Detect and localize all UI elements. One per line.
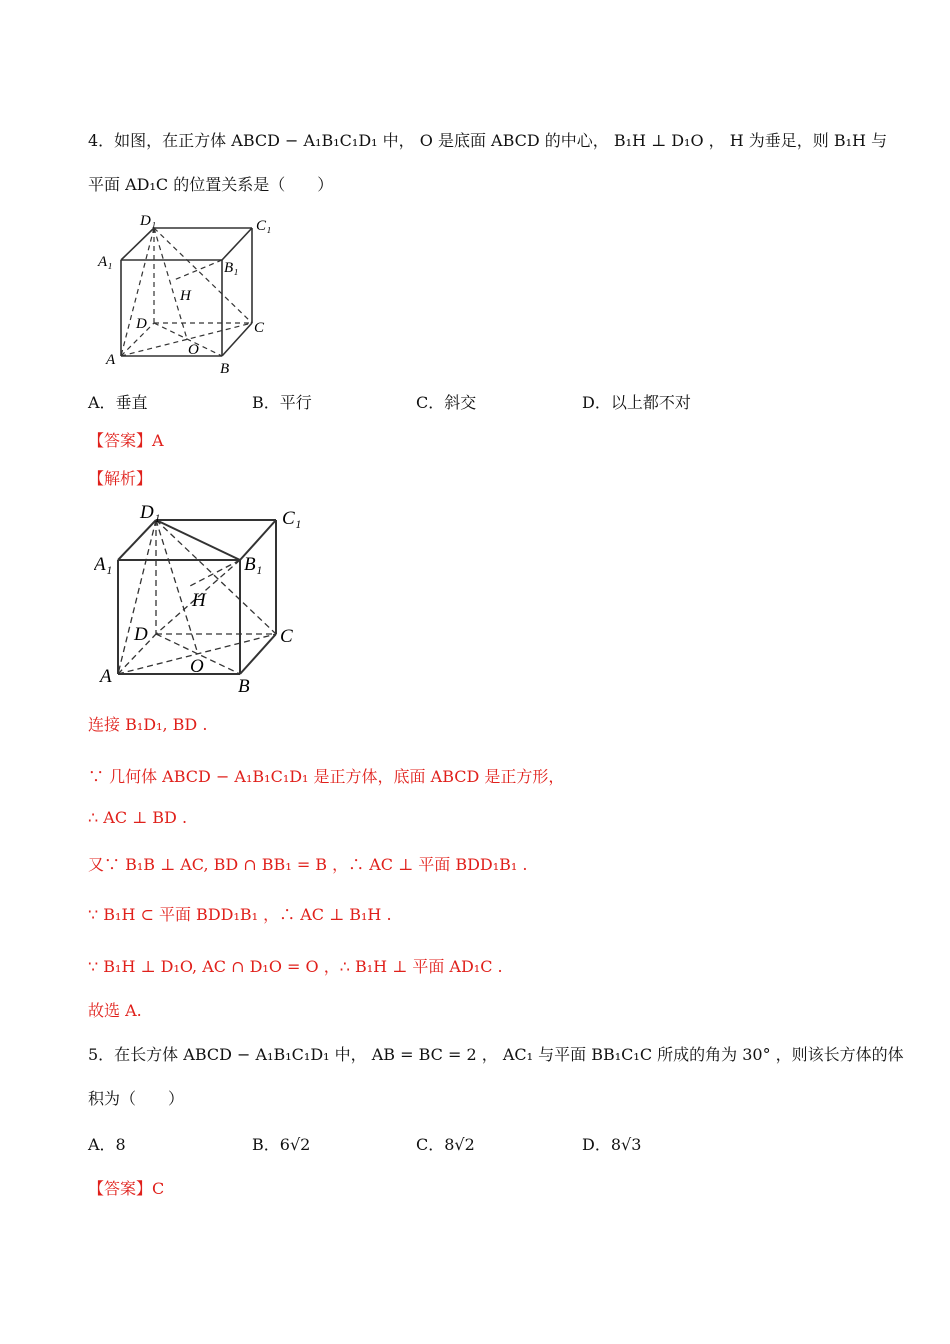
label-A1: A₁ [98,254,113,270]
label-B: B [238,676,250,694]
label-O: O [188,342,199,358]
label-H: H [192,590,206,611]
q4-step-7: 故选 A. [88,1001,142,1020]
label-B1: B₁ [244,554,263,575]
label-A: A [100,666,112,687]
q4-analysis-label: 【解析】 [88,469,153,488]
q4-option-a: A．垂直 [88,393,148,412]
label-C: C [254,320,265,336]
q4-answer: 【答案】A [88,431,164,450]
label-C1: C₁ [282,508,302,529]
q4-step-1: 连接 B₁D₁, BD . [88,715,208,734]
q5-option-a: A．8 [88,1135,126,1154]
label-D: D [136,316,147,332]
label-O: O [190,656,204,677]
label-D1: D₁ [140,213,157,229]
q4-step-2: ∵ 几何体 ABCD − A₁B₁C₁D₁ 是正方体，底面 ABCD 是正方形， [88,767,565,786]
q4-step-6: ∵ B₁H ⊥ D₁O, AC ∩ D₁O = O ，∴ B₁H ⊥ 平面 AD₁C . [88,957,503,976]
label-B: B [220,361,230,376]
q5-stem-line1: 5．在长方体 ABCD − A₁B₁C₁D₁ 中， AB = BC = 2 ， AC₁ 与平面 BB₁C₁C 所成的角为 30° ，则该长方体的体 [88,1045,904,1064]
q4-step-3: ∴ AC ⊥ BD . [88,808,188,827]
q5-option-d: D．8√3 [582,1135,642,1154]
q4-figure-analysis [94,498,314,694]
q5-answer: 【答案】C [88,1179,165,1198]
q4-option-b: B．平行 [252,393,312,412]
q5-option-c: C．8√2 [416,1135,475,1154]
label-C1: C₁ [256,218,272,234]
q4-figure-small [94,208,294,376]
q4-step-5: ∵ B₁H ⊂ 平面 BDD₁B₁ ，∴ AC ⊥ B₁H . [88,905,392,924]
label-D1: D₁ [140,502,161,523]
label-D: D [134,624,148,645]
label-C: C [280,626,293,647]
label-B1: B₁ [224,260,239,276]
q4-option-c: C．斜交 [416,393,477,412]
q5-stem-line2: 积为（ ） [88,1089,185,1108]
q4-stem-line1: 4．如图，在正方体 ABCD − A₁B₁C₁D₁ 中， O 是底面 ABCD 的中心， B₁H ⊥ D₁O ， H 为垂足，则 B₁H 与 [88,131,888,150]
label-H: H [180,288,191,304]
label-A: A [106,352,116,368]
q4-step-4: 又∵ B₁B ⊥ AC, BD ∩ BB₁ = B ，∴ AC ⊥ 平面 BDD₁B₁ . [88,855,528,874]
q4-option-d: D．以上都不对 [582,393,691,412]
label-A1: A₁ [94,554,113,575]
q5-option-b: B．6√2 [252,1135,311,1154]
q4-stem-line2: 平面 AD₁C 的位置关系是（ ） [88,175,334,194]
